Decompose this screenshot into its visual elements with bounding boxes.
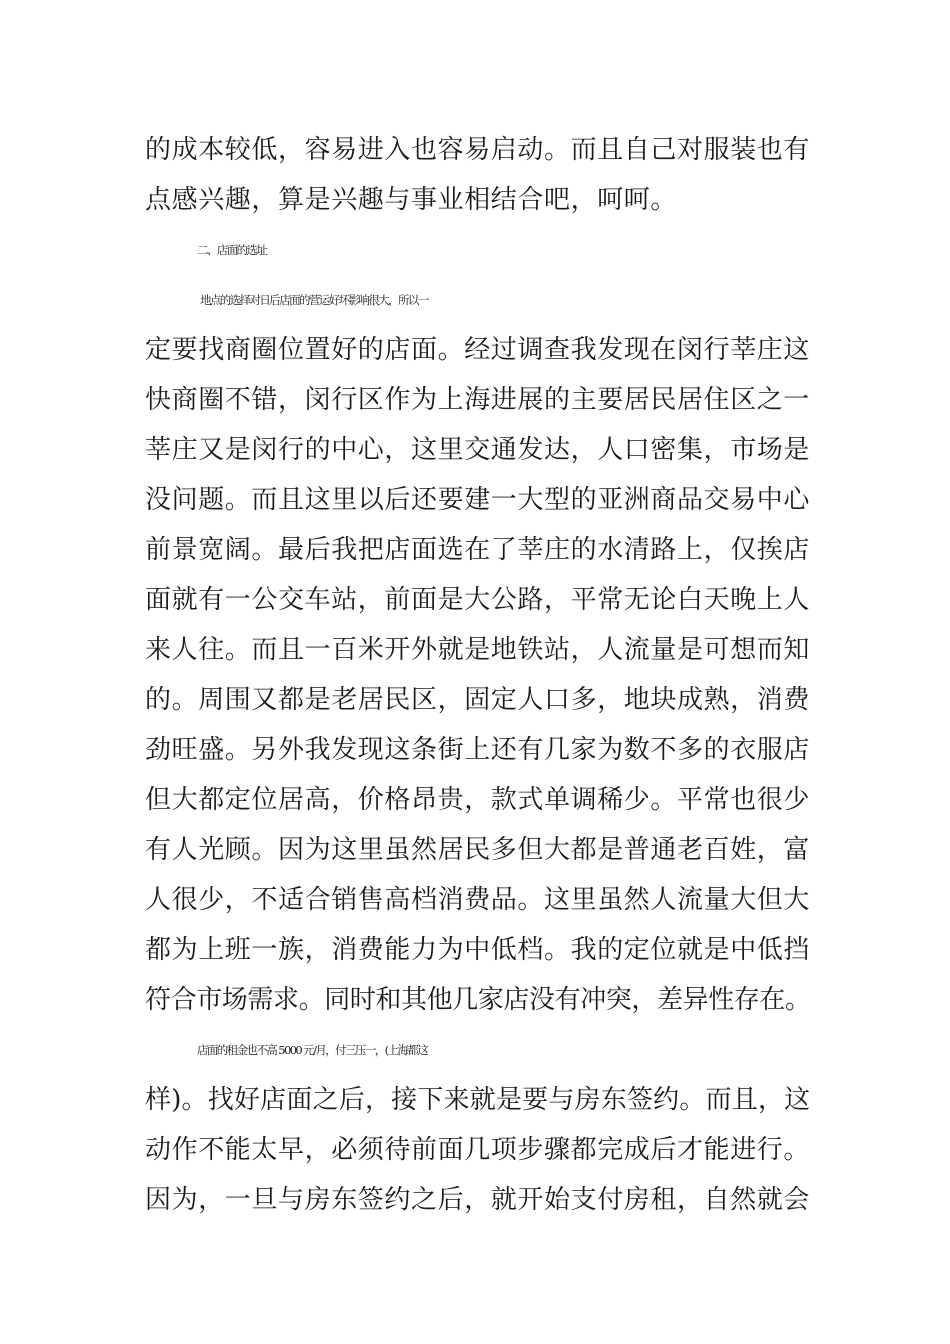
text-line: 定要找商圈位置好的店面。经过调查我发现在闵行莘庄这	[145, 335, 811, 365]
text-line: 面就有一公交车站，前面是大公路，平常无论白天晚上人	[145, 585, 811, 615]
text-line: 快商圈不错，闵行区作为上海进展的主要居民居住区之一	[145, 385, 811, 415]
text-line: 劲旺盛。另外我发现这条街上还有几家为数不多的衣服店	[145, 735, 811, 765]
text-line: 人很少，不适合销售高档消费品。这里虽然人流量大但大	[145, 885, 811, 915]
text-line: 因为，一旦与房东签约之后，就开始支付房租，自然就会	[145, 1185, 811, 1215]
text-line: 都为上班一族，消费能力为中低档。我的定位就是中低挡	[145, 935, 811, 965]
text-line: 前景宽阔。最后我把店面选在了莘庄的水清路上，仅挨店	[145, 535, 811, 565]
text-line: 但大都定位居高，价格昂贵，款式单调稀少。平常也很少	[145, 785, 811, 815]
text-line: 有人光顾。因为这里虽然居民多但大都是普通老百姓，富	[145, 835, 811, 865]
text-line: 莘庄又是闵行的中心，这里交通发达，人口密集，市场是	[145, 435, 811, 465]
text-line: 动作不能太早，必须待前面几项步骤都完成后才能进行。	[145, 1135, 811, 1165]
text-line: 的成本较低，容易进入也容易启动。而且自己对服装也有	[145, 135, 811, 165]
text-line: 样)。找好店面之后，接下来就是要与房东签约。而且，这	[145, 1085, 811, 1115]
text-line: 来人往。而且一百米开外就是地铁站，人流量是可想而知	[145, 635, 811, 665]
text-line: 符合市场需求。同时和其他几家店没有冲突，差异性存在。	[145, 985, 811, 1015]
text-line: 店面的租金也不高 5000 元/月，付三压一，(上海都这	[197, 1043, 428, 1057]
text-line: 没问题。而且这里以后还要建一大型的亚洲商品交易中心	[145, 485, 811, 515]
text-line: 地点的选择对日后店面的营运好坏影响很大，所以一	[200, 293, 428, 307]
section-heading: 二、店面的选址	[197, 243, 267, 257]
text-line: 的。周围又都是老居民区，固定人口多，地块成熟，消费	[145, 685, 811, 715]
text-line: 点感兴趣，算是兴趣与事业相结合吧，呵呵。	[145, 185, 678, 215]
